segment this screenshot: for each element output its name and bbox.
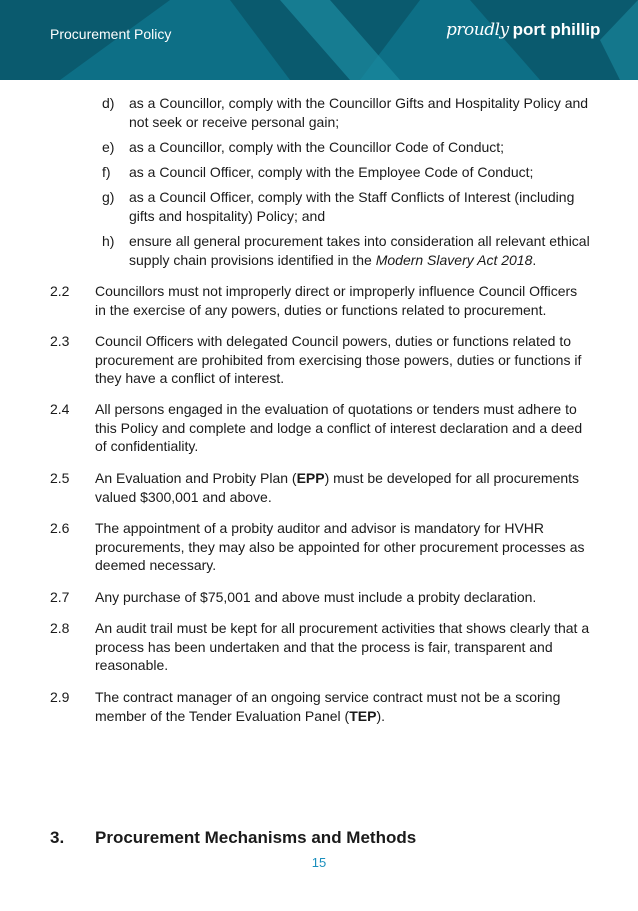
brand-script-text: proudly: [446, 20, 509, 40]
clause-number: 2.3: [50, 333, 70, 349]
clause-text: The appointment of a probity auditor and advisor is mandatory for HVHR procurements, they may also be appointed for other procurement processes as deemed necessary.: [95, 520, 585, 573]
acronym: TEP: [349, 707, 377, 724]
clause-number: 2.9: [50, 689, 70, 705]
document-title: Procurement Policy: [50, 26, 172, 42]
clause: [50, 688, 590, 725]
list-item-text-end: .: [532, 251, 537, 268]
clause-number: 2.6: [50, 520, 70, 536]
list-item-text: [129, 232, 592, 269]
page-number: 15: [311, 855, 327, 870]
clause-number: 2.8: [50, 620, 70, 636]
section-title: Procurement Mechanisms and Methods: [95, 828, 417, 847]
list-item-text: as a Council Officer, comply with the Employee Code of Conduct;: [129, 164, 534, 180]
list-item-label: g): [102, 189, 115, 205]
clause-number: 2.5: [50, 470, 70, 486]
clause-text: An audit trail must be kept for all procurement activities that shows clearly that a process has been undertaken and that the process is fair, transparent and reasonable.: [95, 620, 590, 673]
list-item-text: as a Councillor, comply with the Councillor Gifts and Hospitality Policy and not seek or receive personal gain;: [129, 95, 589, 130]
clause: [50, 282, 590, 319]
list-item: [102, 188, 592, 225]
clause: [50, 588, 590, 607]
clause-text: [95, 688, 590, 725]
clause-number: 2.4: [50, 401, 70, 417]
clause-text: Council Officers with delegated Council powers, duties or functions related to procurement are prohibited from exercising those powers, duties or functions if they have a conflict of interest.: [95, 333, 582, 386]
list-item-text-part: ensure all general procurement takes into consideration all relevant ethical supply chain provisions identified in the: [129, 233, 590, 268]
list-item-label: h): [102, 233, 115, 249]
clause-text-part: The contract manager of an ongoing service contract must not be a scoring member of the Tender Evaluation Panel (: [95, 689, 561, 724]
list-item: [102, 232, 592, 269]
list-item-text: as a Councillor, comply with the Councillor Code of Conduct;: [129, 139, 505, 155]
clause-text: Councillors must not improperly direct or improperly influence Council Officers in the exercise of any powers, duties or functions related to procurement.: [95, 283, 578, 318]
clause: [50, 469, 590, 506]
clause: [50, 400, 590, 456]
clause-text: Any purchase of $75,001 and above must include a probity declaration.: [95, 589, 537, 605]
clause: [50, 519, 590, 575]
list-item-label: e): [102, 139, 115, 155]
section-number: 3.: [50, 828, 65, 847]
act-title: Modern Slavery Act 2018: [375, 251, 533, 268]
brand-bold-text: port phillip: [512, 20, 601, 39]
clause: [50, 619, 590, 675]
page-header: [0, 0, 638, 80]
clause-text-part: An Evaluation and Probity Plan (: [95, 470, 297, 486]
clause: [50, 332, 590, 388]
list-item-label: f): [102, 164, 111, 180]
list-item-label: d): [102, 95, 115, 111]
clause-text-end: ) must be developed for all procurements valued $300,001 and above.: [95, 470, 580, 505]
clause-number: 2.7: [50, 589, 70, 605]
list-item: [102, 94, 592, 131]
list-item: [102, 138, 592, 157]
clause-text-end: ).: [376, 707, 386, 724]
brand-logo: [446, 20, 600, 40]
clause-text: All persons engaged in the evaluation of quotations or tenders must adhere to this Policy and complete and lodge a conflict of interest declaration and a deed of confidentiality.: [95, 401, 583, 454]
clause-number: 2.2: [50, 283, 70, 299]
list-item: [102, 163, 592, 182]
acronym: EPP: [296, 470, 325, 486]
list-item-text: as a Council Officer, comply with the Staff Conflicts of Interest (including gifts and hospitality) Policy; and: [129, 189, 575, 224]
clause-text: [95, 469, 590, 506]
